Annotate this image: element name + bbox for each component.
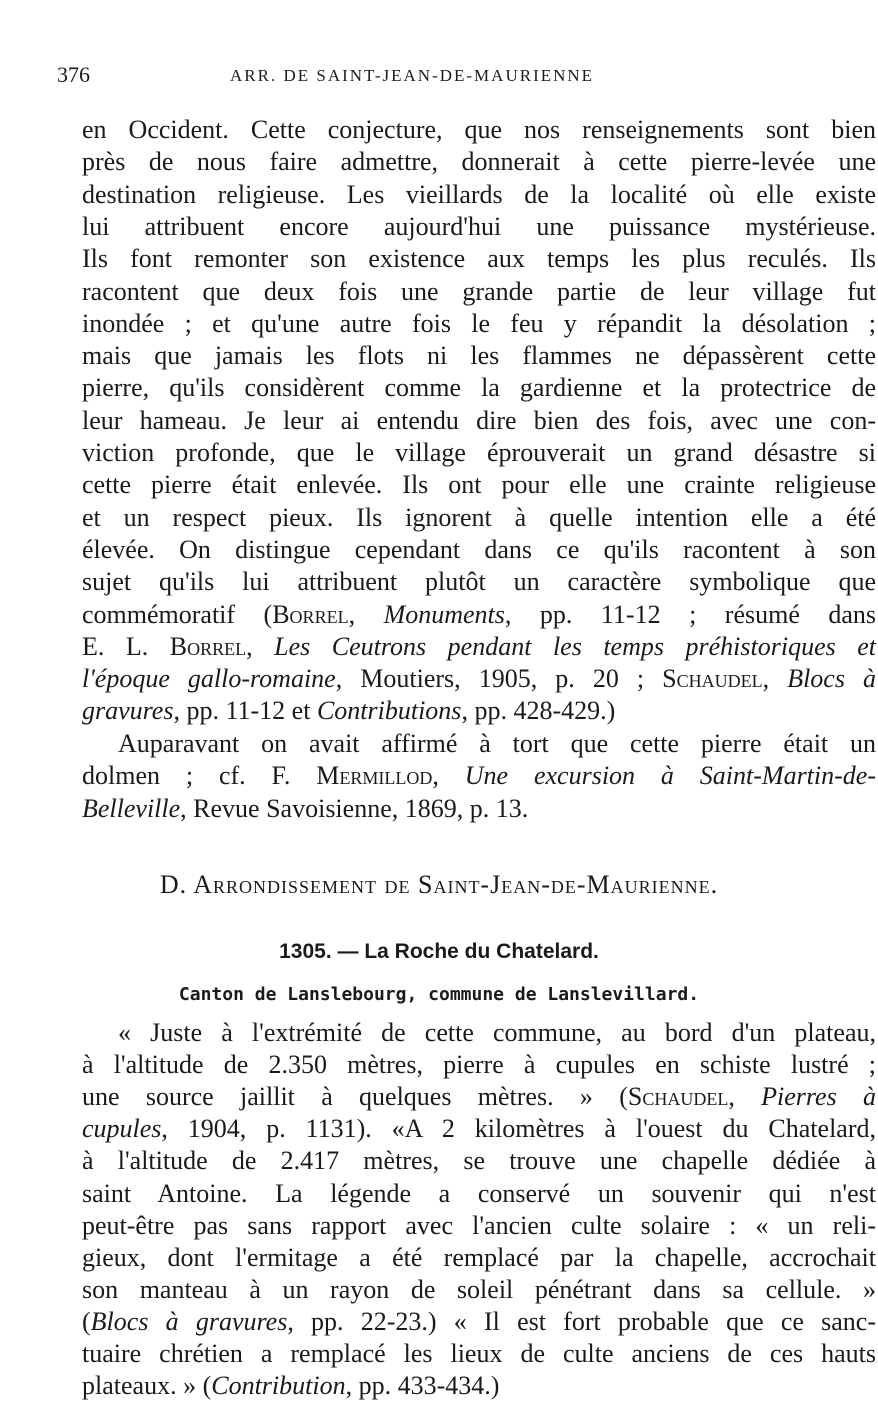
para3-line	[82, 1081, 876, 1113]
text-run: ,	[432, 761, 465, 791]
para1-line	[82, 534, 876, 566]
italic-text: Les Ceutrons pendant les temps préhistoriques et	[274, 631, 877, 661]
para1-line	[82, 631, 876, 663]
italic-text: Pierres à	[761, 1082, 877, 1112]
text-run: gieux, dont l'ermitage a été remplacé par la chapelle, accrochait	[82, 1242, 876, 1272]
para1-line	[82, 502, 876, 534]
para2-line	[82, 760, 876, 792]
italic-text: Une excursion à Saint-Martin-de-	[464, 761, 876, 791]
italic-text: Blocs à gravures	[90, 1306, 288, 1336]
para3-line	[82, 1370, 876, 1402]
text-run: ,	[348, 599, 384, 629]
para2-line	[118, 728, 876, 760]
para3-line	[82, 1210, 876, 1242]
para1-line	[82, 599, 876, 631]
para1-line	[82, 566, 876, 598]
text-run: à l'altitude de 2.350 mètres, pierre à cupules en schiste lustré ;	[82, 1050, 876, 1080]
text-run: , pp. 11-12 et	[173, 696, 317, 726]
text-run: mais que jamais les flots ni les flammes ne dépassèrent cette	[82, 341, 876, 371]
text-run: en Occident. Cette conjecture, que nos renseignements sont bien	[82, 115, 876, 144]
text-run: Auparavant on avait affirmé à tort que cette pierre était un	[118, 729, 876, 758]
para3-line	[82, 1306, 876, 1338]
text-run: (	[82, 1306, 91, 1336]
author-name: Schaudel	[662, 664, 763, 694]
text-run: tuaire chrétien a remplacé les lieux de culte anciens de ces hauts	[82, 1339, 876, 1368]
para3-line	[118, 1017, 876, 1049]
para3-line	[82, 1338, 876, 1370]
text-run: peut-être pas sans rapport avec l'ancien culte solaire : « un reli-	[82, 1210, 876, 1240]
text-run: élevée. On distingue cependant dans ce qu'ils racontent à son	[82, 534, 876, 564]
text-run: lui attribuent encore aujourd'hui une puissance mystérieuse.	[82, 211, 876, 241]
para3-line	[82, 1242, 876, 1274]
text-run: cette pierre était enlevée. Ils ont pour elle une crainte religieuse	[82, 470, 876, 500]
text-run: , pp. 433-434.)	[345, 1371, 500, 1401]
text-run: son manteau à un rayon de soleil pénétrant dans sa cellule. »	[82, 1274, 876, 1304]
para1-line	[82, 243, 876, 275]
text-run: saint Antoine. La légende a conservé un souvenir qui n'est	[82, 1178, 876, 1208]
text-run: à l'altitude de 2.417 mètres, se trouve une chapelle dédiée à	[82, 1146, 876, 1176]
text-run: racontent que deux fois une grande partie de leur village fut	[82, 276, 876, 306]
text-run: pierre, qu'ils considèrent comme la gardienne et la protectrice de	[82, 373, 876, 403]
text-run: près de nous faire admettre, donnerait à cette pierre-levée une	[82, 147, 876, 177]
italic-text: Monuments	[383, 599, 505, 629]
italic-text: cupules	[82, 1114, 162, 1144]
italic-text: Contributions	[316, 696, 462, 726]
text-run: Ils font remonter son existence aux temps les plus reculés. Ils	[82, 244, 876, 274]
text-run: viction profonde, que le village éprouverait un grand désastre si	[82, 438, 876, 467]
text-run: destination religieuse. Les vieillards de la localité où elle existe	[82, 179, 876, 209]
para3-line	[82, 1274, 876, 1306]
text-run: , Revue Savoisienne, 1869, p. 13.	[180, 793, 529, 823]
para3-line	[82, 1049, 876, 1081]
para1-line	[82, 405, 876, 437]
text-run: , pp. 11-12 ; résumé dans	[504, 599, 877, 629]
author-name: Schaudel	[627, 1082, 729, 1112]
text-run: , pp. 22-23.) « Il est fort probable que ce sanc-	[287, 1306, 876, 1336]
page-number: 376	[57, 62, 90, 87]
para3-line	[82, 1145, 876, 1177]
author-name: Mermillod	[316, 761, 433, 791]
text-run: et un respect pieux. Ils ignorent à quelle intention elle a été	[82, 502, 876, 532]
text-run: , pp. 428-429.)	[461, 696, 616, 726]
text-run: plateaux. » (	[82, 1371, 212, 1401]
text-run: sujet qu'ils lui attribuent plutôt un caractère symbolique que	[82, 567, 876, 597]
text-run: ,	[728, 1082, 762, 1112]
text-run: une source jaillit à quelques mètres. » (	[82, 1082, 628, 1112]
para1-line	[82, 114, 876, 146]
para1-line	[82, 695, 876, 727]
para1-line	[82, 663, 876, 695]
text-run: « Juste à l'extrémité de cette commune, au bord d'un plateau,	[118, 1018, 876, 1047]
para1-line	[82, 211, 876, 243]
section-heading: D. Arrondissement de Saint-Jean-de-Maurienne.	[159, 870, 719, 899]
para1-line	[82, 372, 876, 404]
italic-text: Belleville	[82, 793, 181, 823]
text-run: inondée ; et qu'une autre fois le feu y répandit la désolation ;	[82, 308, 876, 338]
italic-text: Blocs à	[787, 664, 877, 694]
italic-text: Contribution	[211, 1371, 346, 1401]
para3-line	[82, 1113, 876, 1145]
text-run: ,	[246, 631, 275, 661]
author-name: Borrel	[272, 599, 349, 629]
para1-line	[82, 469, 876, 501]
para1-line	[82, 276, 876, 308]
entry-title: 1305. — La Roche du Chatelard.	[279, 940, 599, 963]
text-run: leur hameau. Je leur ai entendu dire bien des fois, avec une con-	[82, 405, 876, 435]
para1-line	[82, 146, 876, 178]
running-title: ARR. DE SAINT-JEAN-DE-MAURIENNE	[230, 66, 595, 85]
para1-line	[82, 340, 876, 372]
para1-line	[82, 437, 876, 469]
italic-text: l'époque gallo-romaine	[82, 664, 336, 694]
text-run: dolmen ; cf. F.	[82, 761, 317, 791]
text-run: commémoratif (	[82, 599, 273, 629]
canton-subtitle: Canton de Lanslebourg, commune de Lanslevillard.	[178, 984, 700, 1005]
para1-line	[82, 179, 876, 211]
italic-text: gravures	[82, 696, 174, 726]
para3-line	[82, 1178, 876, 1210]
para2-line	[82, 793, 876, 825]
author-name: Borrel	[169, 631, 247, 661]
text-run: , Moutiers, 1905, p. 20 ;	[335, 664, 663, 694]
text-run: ,	[762, 664, 788, 694]
text-run: , 1904, p. 1131). «A 2 kilomètres à l'ouest du Chatelard,	[161, 1114, 876, 1144]
para1-line	[82, 308, 876, 340]
text-run: E. L.	[82, 631, 170, 661]
